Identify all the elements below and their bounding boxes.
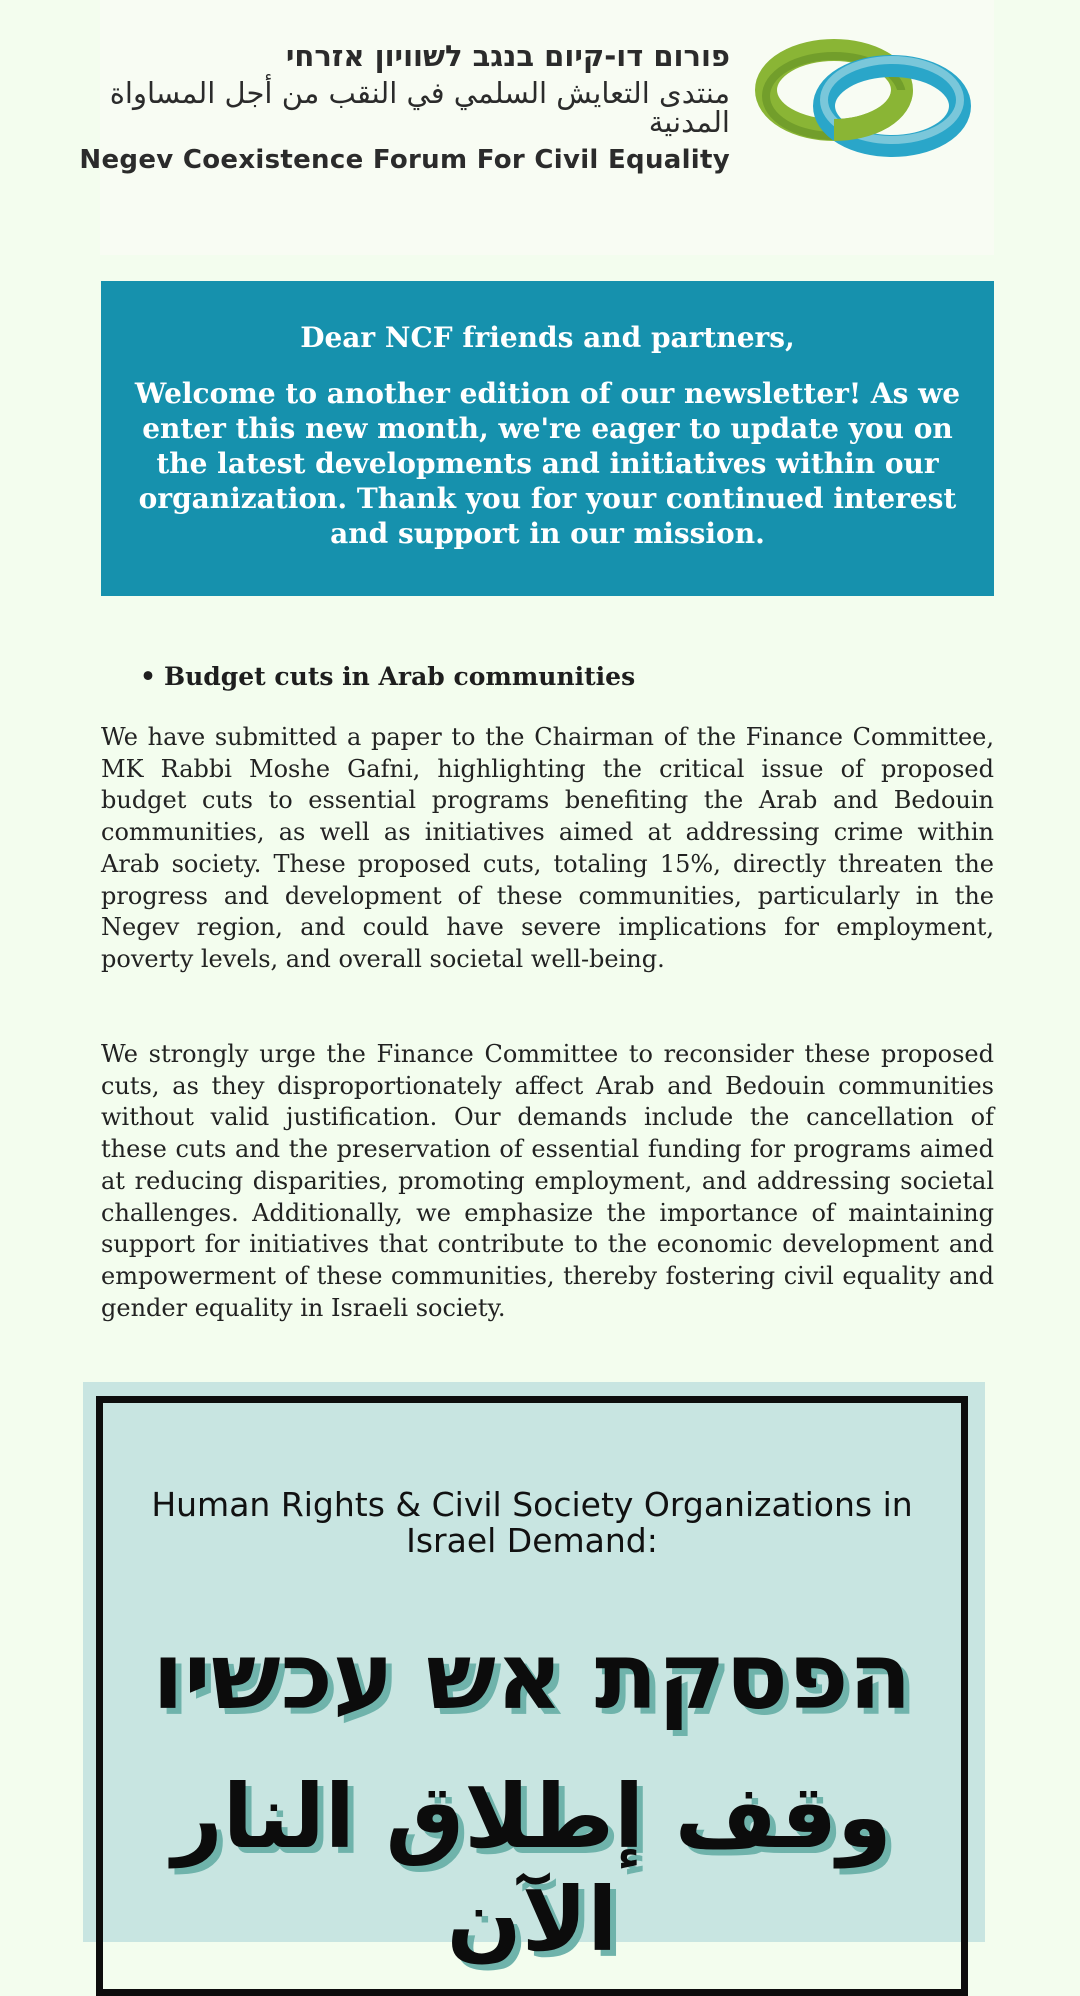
org-name-english: Negev Coexistence Forum For Civil Equality [79,145,730,175]
topic-heading: • Budget cuts in Arab communities [140,662,635,691]
article-paragraph-2: We strongly urge the Finance Committee to reconsider these proposed cuts, as they disproportionately affect Arab and Bedouin communities without valid justification. Our demands include the cancellation of these cuts and the preservation of essential funding for programs aimed at reducing disparities, promoting employment, and addressing societal challenges. Additionally, we emphasize the importance of maintaining support for initiatives that contribute to the economic development and empowerment of these communities, thereby fostering civil equality and gender equality in Israeli society. [101,1040,994,1322]
poster-title: Human Rights & Civil Society Organizations in Israel Demand: [151,1485,913,1560]
interlocked-rings-logo-icon [752,30,972,170]
poster-ceasefire-arabic: وقف إطلاق النار الآن [172,1765,892,1971]
topic-list [140,662,635,691]
article-paragraph-1: We have submitted a paper to the Chairman of the Finance Committee, MK Rabbi Moshe Gafni, highlighting the critical issue of proposed budget cuts to essential programs benefiting the Arab and Bedouin communities, as well as initiatives aimed at addressing crime within Arab society. These proposed cuts, totaling 15%, directly threaten the progress and development of these communities, particularly in the Negev region, and could have severe implications for employment, poverty levels, and overall societal well-being. [101,723,994,973]
org-name-hebrew: פורום דו-קיום בנגב לשוויון אזרחי [285,39,730,73]
org-name-block [30,39,730,175]
poster-frame [96,1396,968,1996]
intro-message: Welcome to another edition of our newsletter! As we enter this new month, we're eager to update you on the latest developments and initiatives within our organization. Thank you for your continued interest and support in our mission. [134,377,961,550]
poster-ceasefire-hebrew: הפסקת אש עכשיו [152,1623,912,1730]
org-name-arabic: منتدى التعايش السلمي في النقب من أجل المساواة المدنية [109,76,730,139]
intro-box [101,281,994,596]
newsletter-header [79,0,994,255]
greeting: Dear NCF friends and partners, [300,321,795,354]
ceasefire-poster [83,1382,985,1971]
